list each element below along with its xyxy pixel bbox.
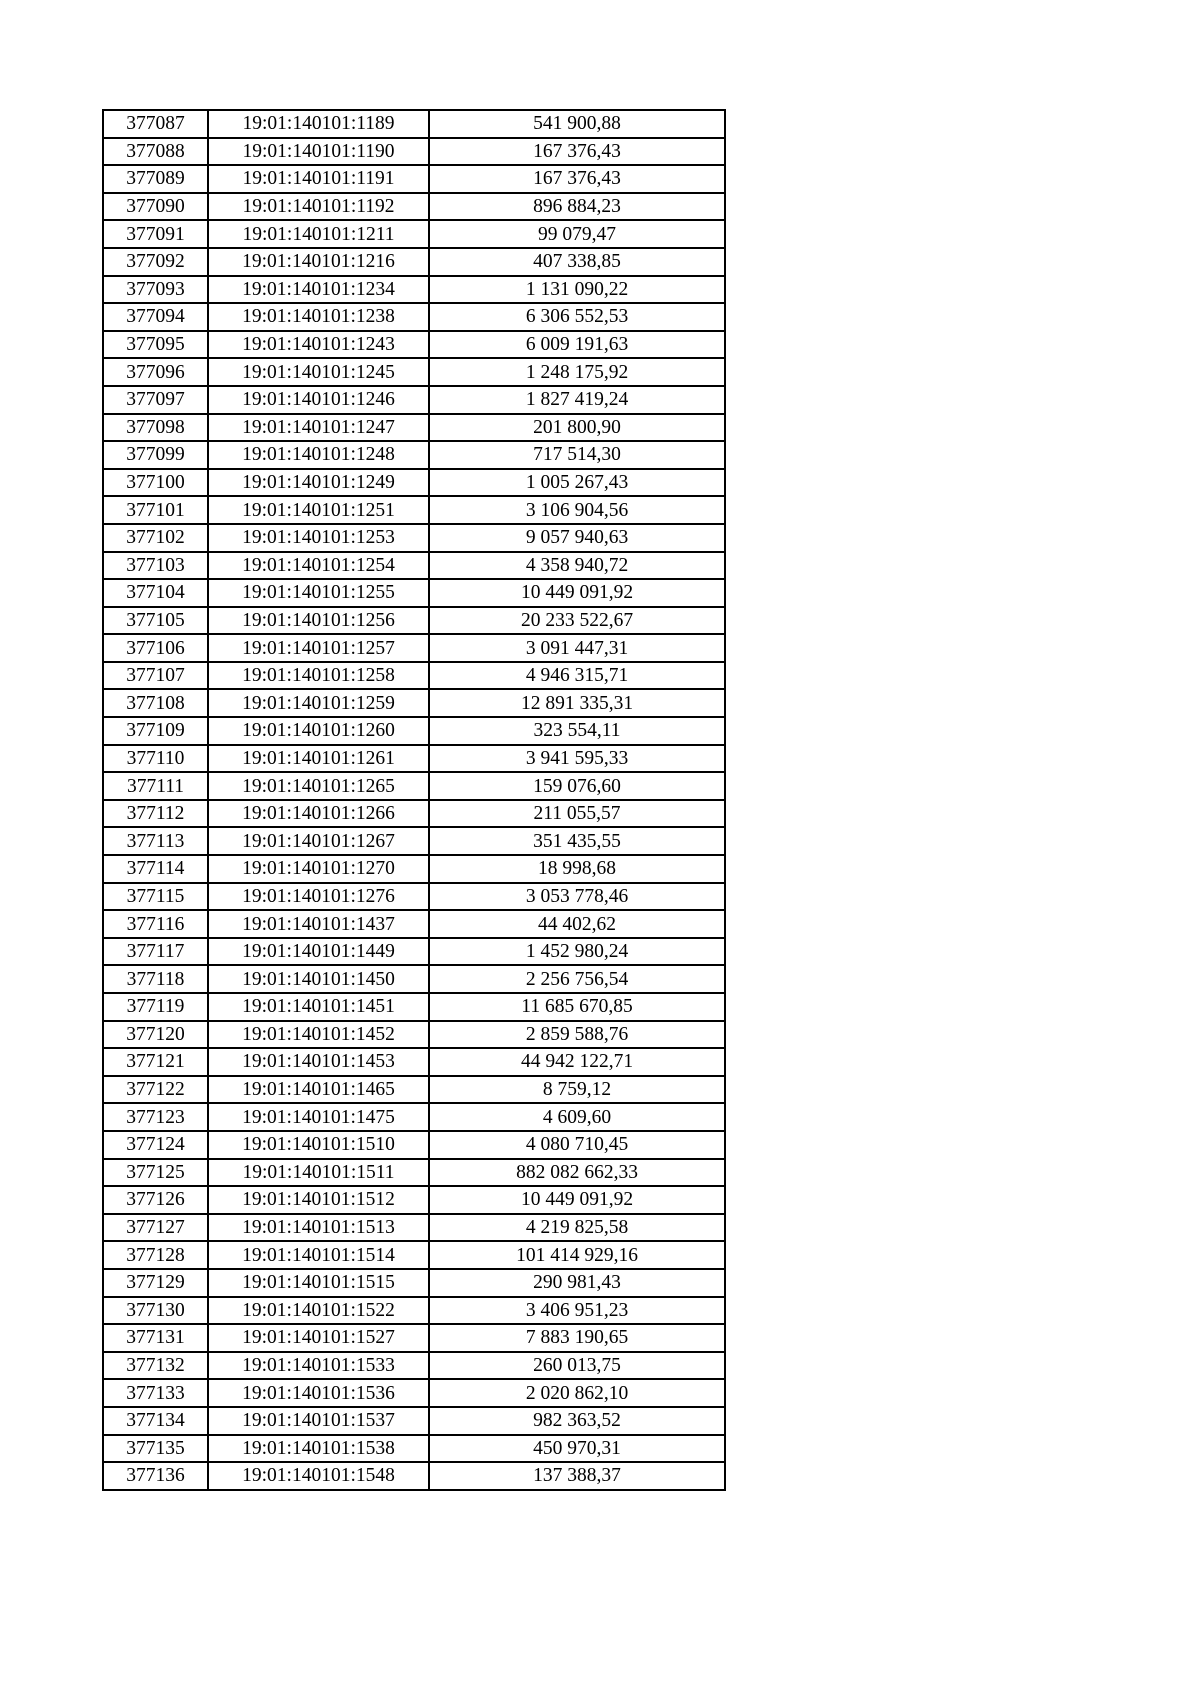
table-row xyxy=(103,552,725,580)
table-body xyxy=(103,110,725,1490)
cadastral-number-cell: 19:01:140101:1238 xyxy=(208,303,429,331)
cadastral-number-cell: 19:01:140101:1216 xyxy=(208,248,429,276)
cadastral-value-cell: 3 106 904,56 xyxy=(429,496,725,524)
table-row xyxy=(103,524,725,552)
row-number-cell: 377105 xyxy=(103,607,208,635)
row-number-cell: 377107 xyxy=(103,662,208,690)
cadastral-number-cell: 19:01:140101:1548 xyxy=(208,1462,429,1490)
cadastral-number-cell: 19:01:140101:1522 xyxy=(208,1297,429,1325)
cadastral-value-cell: 1 452 980,24 xyxy=(429,938,725,966)
cadastral-number-cell: 19:01:140101:1249 xyxy=(208,469,429,497)
row-number-cell: 377133 xyxy=(103,1379,208,1407)
cadastral-value-cell: 3 053 778,46 xyxy=(429,883,725,911)
cadastral-value-cell: 6 306 552,53 xyxy=(429,303,725,331)
cadastral-number-cell: 19:01:140101:1245 xyxy=(208,358,429,386)
cadastral-value-cell: 4 609,60 xyxy=(429,1103,725,1131)
cadastral-value-cell: 541 900,88 xyxy=(429,110,725,138)
cadastral-number-cell: 19:01:140101:1515 xyxy=(208,1269,429,1297)
row-number-cell: 377118 xyxy=(103,965,208,993)
cadastral-number-cell: 19:01:140101:1452 xyxy=(208,1021,429,1049)
row-number-cell: 377123 xyxy=(103,1103,208,1131)
cadastral-value-cell: 323 554,11 xyxy=(429,717,725,745)
cadastral-value-cell: 7 883 190,65 xyxy=(429,1324,725,1352)
cadastral-number-cell: 19:01:140101:1260 xyxy=(208,717,429,745)
table-row xyxy=(103,110,725,138)
cadastral-value-cell: 3 941 595,33 xyxy=(429,745,725,773)
row-number-cell: 377108 xyxy=(103,689,208,717)
row-number-cell: 377103 xyxy=(103,552,208,580)
cadastral-value-cell: 10 449 091,92 xyxy=(429,579,725,607)
table-row xyxy=(103,1269,725,1297)
cadastral-value-cell: 6 009 191,63 xyxy=(429,331,725,359)
cadastral-number-cell: 19:01:140101:1261 xyxy=(208,745,429,773)
cadastral-value-cell: 4 219 825,58 xyxy=(429,1214,725,1242)
row-number-cell: 377130 xyxy=(103,1297,208,1325)
cadastral-number-cell: 19:01:140101:1211 xyxy=(208,220,429,248)
table-row xyxy=(103,938,725,966)
cadastral-number-cell: 19:01:140101:1527 xyxy=(208,1324,429,1352)
table-row xyxy=(103,662,725,690)
row-number-cell: 377109 xyxy=(103,717,208,745)
cadastral-number-cell: 19:01:140101:1536 xyxy=(208,1379,429,1407)
cadastral-number-cell: 19:01:140101:1246 xyxy=(208,386,429,414)
cadastral-number-cell: 19:01:140101:1258 xyxy=(208,662,429,690)
table-row xyxy=(103,1214,725,1242)
row-number-cell: 377096 xyxy=(103,358,208,386)
row-number-cell: 377106 xyxy=(103,634,208,662)
table-row xyxy=(103,358,725,386)
cadastral-value-cell: 2 859 588,76 xyxy=(429,1021,725,1049)
cadastral-number-cell: 19:01:140101:1247 xyxy=(208,414,429,442)
row-number-cell: 377091 xyxy=(103,220,208,248)
cadastral-value-table xyxy=(102,109,726,1491)
row-number-cell: 377120 xyxy=(103,1021,208,1049)
cadastral-number-cell: 19:01:140101:1234 xyxy=(208,276,429,304)
row-number-cell: 377104 xyxy=(103,579,208,607)
cadastral-value-cell: 4 946 315,71 xyxy=(429,662,725,690)
cadastral-value-cell: 101 414 929,16 xyxy=(429,1241,725,1269)
cadastral-value-cell: 450 970,31 xyxy=(429,1435,725,1463)
cadastral-value-cell: 2 256 756,54 xyxy=(429,965,725,993)
row-number-cell: 377131 xyxy=(103,1324,208,1352)
row-number-cell: 377098 xyxy=(103,414,208,442)
cadastral-value-cell: 12 891 335,31 xyxy=(429,689,725,717)
cadastral-value-cell: 896 884,23 xyxy=(429,193,725,221)
cadastral-number-cell: 19:01:140101:1190 xyxy=(208,138,429,166)
cadastral-value-cell: 44 402,62 xyxy=(429,910,725,938)
cadastral-number-cell: 19:01:140101:1191 xyxy=(208,165,429,193)
cadastral-number-cell: 19:01:140101:1256 xyxy=(208,607,429,635)
table-row xyxy=(103,1462,725,1490)
row-number-cell: 377122 xyxy=(103,1076,208,1104)
table-row xyxy=(103,745,725,773)
cadastral-number-cell: 19:01:140101:1533 xyxy=(208,1352,429,1380)
table-row xyxy=(103,496,725,524)
row-number-cell: 377126 xyxy=(103,1186,208,1214)
table-row xyxy=(103,689,725,717)
cadastral-number-cell: 19:01:140101:1189 xyxy=(208,110,429,138)
row-number-cell: 377124 xyxy=(103,1131,208,1159)
cadastral-number-cell: 19:01:140101:1537 xyxy=(208,1407,429,1435)
cadastral-value-cell: 407 338,85 xyxy=(429,248,725,276)
row-number-cell: 377128 xyxy=(103,1241,208,1269)
cadastral-value-cell: 167 376,43 xyxy=(429,165,725,193)
cadastral-value-cell: 717 514,30 xyxy=(429,441,725,469)
row-number-cell: 377116 xyxy=(103,910,208,938)
cadastral-number-cell: 19:01:140101:1270 xyxy=(208,855,429,883)
table-row xyxy=(103,1407,725,1435)
table-row xyxy=(103,414,725,442)
cadastral-value-cell: 10 449 091,92 xyxy=(429,1186,725,1214)
table-row xyxy=(103,1186,725,1214)
table-row xyxy=(103,1103,725,1131)
table-row xyxy=(103,469,725,497)
cadastral-value-cell: 20 233 522,67 xyxy=(429,607,725,635)
table-row xyxy=(103,1324,725,1352)
table-row xyxy=(103,607,725,635)
table-row xyxy=(103,883,725,911)
table-row xyxy=(103,1076,725,1104)
row-number-cell: 377087 xyxy=(103,110,208,138)
cadastral-number-cell: 19:01:140101:1267 xyxy=(208,827,429,855)
table-row xyxy=(103,910,725,938)
cadastral-number-cell: 19:01:140101:1465 xyxy=(208,1076,429,1104)
table-row xyxy=(103,386,725,414)
table-row xyxy=(103,441,725,469)
table-row xyxy=(103,276,725,304)
cadastral-number-cell: 19:01:140101:1259 xyxy=(208,689,429,717)
cadastral-value-cell: 11 685 670,85 xyxy=(429,993,725,1021)
row-number-cell: 377119 xyxy=(103,993,208,1021)
cadastral-number-cell: 19:01:140101:1276 xyxy=(208,883,429,911)
table-row xyxy=(103,993,725,1021)
row-number-cell: 377117 xyxy=(103,938,208,966)
cadastral-number-cell: 19:01:140101:1437 xyxy=(208,910,429,938)
cadastral-number-cell: 19:01:140101:1510 xyxy=(208,1131,429,1159)
cadastral-value-cell: 1 005 267,43 xyxy=(429,469,725,497)
cadastral-number-cell: 19:01:140101:1251 xyxy=(208,496,429,524)
table-row xyxy=(103,248,725,276)
cadastral-value-cell: 167 376,43 xyxy=(429,138,725,166)
row-number-cell: 377114 xyxy=(103,855,208,883)
cadastral-number-cell: 19:01:140101:1192 xyxy=(208,193,429,221)
table-row xyxy=(103,579,725,607)
table-row xyxy=(103,303,725,331)
row-number-cell: 377093 xyxy=(103,276,208,304)
cadastral-value-cell: 2 020 862,10 xyxy=(429,1379,725,1407)
cadastral-number-cell: 19:01:140101:1253 xyxy=(208,524,429,552)
cadastral-value-cell: 1 248 175,92 xyxy=(429,358,725,386)
cadastral-number-cell: 19:01:140101:1513 xyxy=(208,1214,429,1242)
row-number-cell: 377136 xyxy=(103,1462,208,1490)
cadastral-value-cell: 351 435,55 xyxy=(429,827,725,855)
cadastral-number-cell: 19:01:140101:1451 xyxy=(208,993,429,1021)
cadastral-value-cell: 8 759,12 xyxy=(429,1076,725,1104)
cadastral-value-cell: 9 057 940,63 xyxy=(429,524,725,552)
row-number-cell: 377135 xyxy=(103,1435,208,1463)
row-number-cell: 377115 xyxy=(103,883,208,911)
table-row xyxy=(103,1297,725,1325)
cadastral-value-cell: 18 998,68 xyxy=(429,855,725,883)
table-row xyxy=(103,165,725,193)
row-number-cell: 377132 xyxy=(103,1352,208,1380)
cadastral-number-cell: 19:01:140101:1450 xyxy=(208,965,429,993)
row-number-cell: 377129 xyxy=(103,1269,208,1297)
table-row xyxy=(103,1048,725,1076)
cadastral-value-cell: 211 055,57 xyxy=(429,800,725,828)
table-row xyxy=(103,1435,725,1463)
row-number-cell: 377094 xyxy=(103,303,208,331)
row-number-cell: 377099 xyxy=(103,441,208,469)
row-number-cell: 377134 xyxy=(103,1407,208,1435)
table-row xyxy=(103,855,725,883)
cadastral-number-cell: 19:01:140101:1514 xyxy=(208,1241,429,1269)
table-row xyxy=(103,1241,725,1269)
cadastral-value-cell: 3 091 447,31 xyxy=(429,634,725,662)
cadastral-number-cell: 19:01:140101:1512 xyxy=(208,1186,429,1214)
cadastral-value-cell: 3 406 951,23 xyxy=(429,1297,725,1325)
cadastral-value-cell: 99 079,47 xyxy=(429,220,725,248)
cadastral-value-cell: 137 388,37 xyxy=(429,1462,725,1490)
table-row xyxy=(103,717,725,745)
table-row xyxy=(103,1379,725,1407)
row-number-cell: 377092 xyxy=(103,248,208,276)
cadastral-number-cell: 19:01:140101:1538 xyxy=(208,1435,429,1463)
table-row xyxy=(103,220,725,248)
table-row xyxy=(103,827,725,855)
table-row xyxy=(103,1021,725,1049)
table-row xyxy=(103,634,725,662)
cadastral-number-cell: 19:01:140101:1265 xyxy=(208,772,429,800)
cadastral-value-cell: 159 076,60 xyxy=(429,772,725,800)
cadastral-value-cell: 882 082 662,33 xyxy=(429,1159,725,1187)
row-number-cell: 377111 xyxy=(103,772,208,800)
cadastral-number-cell: 19:01:140101:1255 xyxy=(208,579,429,607)
row-number-cell: 377110 xyxy=(103,745,208,773)
row-number-cell: 377088 xyxy=(103,138,208,166)
row-number-cell: 377089 xyxy=(103,165,208,193)
table-row xyxy=(103,138,725,166)
row-number-cell: 377102 xyxy=(103,524,208,552)
row-number-cell: 377121 xyxy=(103,1048,208,1076)
cadastral-value-cell: 260 013,75 xyxy=(429,1352,725,1380)
row-number-cell: 377090 xyxy=(103,193,208,221)
row-number-cell: 377097 xyxy=(103,386,208,414)
table-row xyxy=(103,331,725,359)
table-row xyxy=(103,193,725,221)
cadastral-number-cell: 19:01:140101:1257 xyxy=(208,634,429,662)
table-row xyxy=(103,1131,725,1159)
row-number-cell: 377127 xyxy=(103,1214,208,1242)
cadastral-value-cell: 1 131 090,22 xyxy=(429,276,725,304)
cadastral-number-cell: 19:01:140101:1475 xyxy=(208,1103,429,1131)
cadastral-value-cell: 982 363,52 xyxy=(429,1407,725,1435)
cadastral-number-cell: 19:01:140101:1254 xyxy=(208,552,429,580)
row-number-cell: 377125 xyxy=(103,1159,208,1187)
cadastral-value-cell: 1 827 419,24 xyxy=(429,386,725,414)
table-row xyxy=(103,1352,725,1380)
cadastral-number-cell: 19:01:140101:1453 xyxy=(208,1048,429,1076)
row-number-cell: 377095 xyxy=(103,331,208,359)
cadastral-value-cell: 290 981,43 xyxy=(429,1269,725,1297)
cadastral-number-cell: 19:01:140101:1248 xyxy=(208,441,429,469)
row-number-cell: 377113 xyxy=(103,827,208,855)
table-row xyxy=(103,1159,725,1187)
cadastral-number-cell: 19:01:140101:1266 xyxy=(208,800,429,828)
table-row xyxy=(103,772,725,800)
row-number-cell: 377112 xyxy=(103,800,208,828)
cadastral-value-cell: 4 080 710,45 xyxy=(429,1131,725,1159)
cadastral-number-cell: 19:01:140101:1511 xyxy=(208,1159,429,1187)
cadastral-value-cell: 44 942 122,71 xyxy=(429,1048,725,1076)
table-row xyxy=(103,800,725,828)
cadastral-number-cell: 19:01:140101:1449 xyxy=(208,938,429,966)
row-number-cell: 377100 xyxy=(103,469,208,497)
cadastral-value-cell: 201 800,90 xyxy=(429,414,725,442)
table-row xyxy=(103,965,725,993)
cadastral-value-cell: 4 358 940,72 xyxy=(429,552,725,580)
row-number-cell: 377101 xyxy=(103,496,208,524)
cadastral-number-cell: 19:01:140101:1243 xyxy=(208,331,429,359)
